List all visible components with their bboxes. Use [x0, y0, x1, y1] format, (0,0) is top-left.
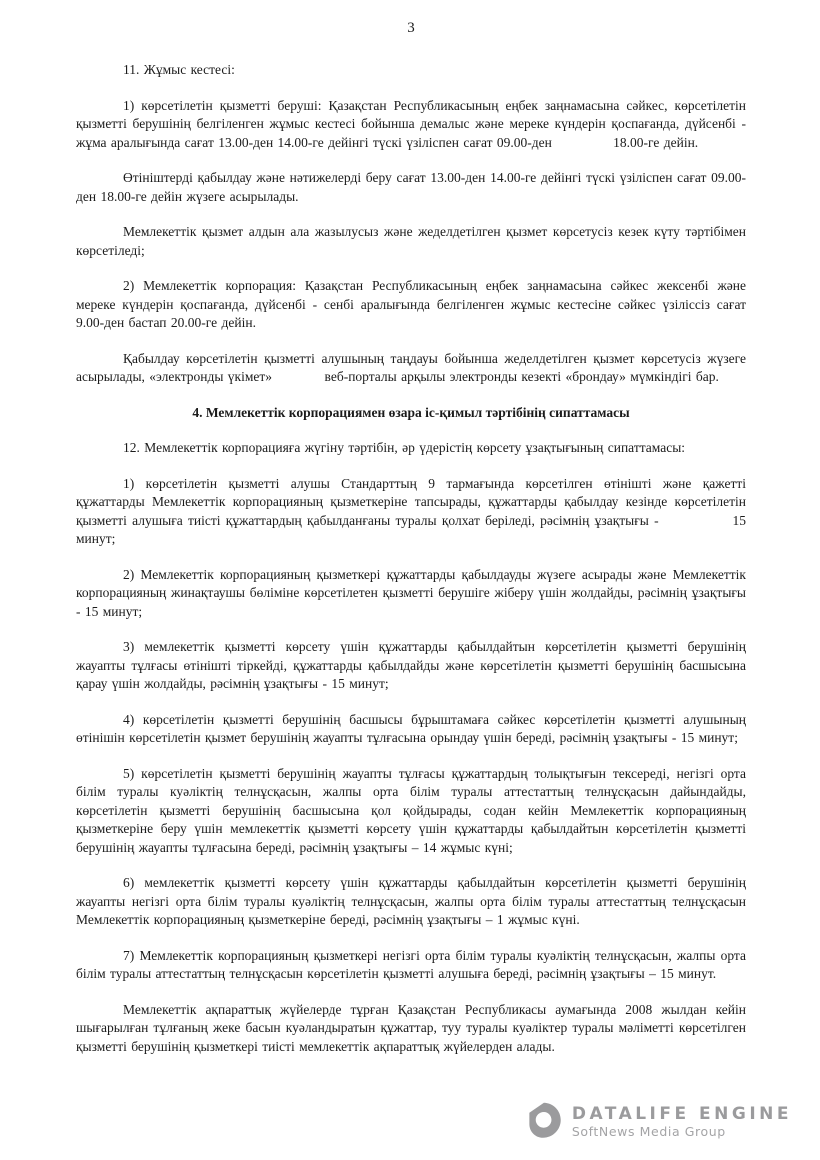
paragraph-step-3: 3) мемлекеттік қызметті көрсету үшін құжаттарды қабылдайтын көрсетілетін қызметті берушінің жауапты тұлғасы өтінішті тіркейді, құжаттарды қабылдайды және көрсетілетін қызметті берушінің басшысына қарау үшін жолдайды, рәсімнің ұзақтығы - 15 минут; [76, 639, 746, 691]
watermark-text [572, 1106, 792, 1139]
paragraph-step-4: 4) көрсетілетін қызметті берушінің басшысы бұрыштамаға сәйкес көрсетілетін қызметті алушының өтінішін көрсетілетін қызмет берушінің жауапты тұлғасына орындау үшін береді, рәсімнің ұзақтығы - 15 минут; [76, 711, 746, 745]
paragraph-queue-order: Мемлекеттік қызмет алдын ала жазылусыз және жеделдетілген қызмет көрсетусіз кезек күту тәртібімен көрсетіледі; [76, 224, 746, 258]
paragraph-application-hours: Өтініштерді қабылдау және нәтижелерді беру сағат 13.00-ден 14.00-ге дейінгі түскі үзіліспен сағат 09.00-ден 18.00-ге дейін жүзеге асырылады. [76, 170, 746, 204]
paragraph-step-2: 2) Мемлекеттік корпорацияның қызметкері құжаттарды қабылдауды жүзеге асырады және Мемлекеттік корпорацияның жинақтаушы бөліміне көрсетілетен қызметті берушіге жіберу үшін жолдайды, рәсімнің ұзақтығы - 15 минут; [76, 566, 746, 619]
paragraph-item-12-intro: 12. Мемлекеттік корпорацияға жүгіну тәртібін, әр үдерістің көрсету ұзақтығының сипаттамасы: [123, 440, 686, 455]
datalife-engine-logo-icon [523, 1099, 563, 1146]
paragraph-work-schedule: 11. Жұмыс кестесі: [123, 62, 235, 77]
paragraph-corporation-schedule: 2) Мемлекеттік корпорация: Қазақстан Республикасының еңбек заңнамасына сәйкес жексенбі және мереке күндерін қоспағанда, дүйсенбі - сенбі аралығында белгіленген жұмыс кестесіне сәйкес үзіліссіз сағат 9.00-ден бастап 20.00-ге дейін. [76, 278, 746, 330]
watermark-subtitle-label: SoftNews Media Group [571, 1124, 726, 1140]
paragraph-step-7: 7) Мемлекеттік корпорацияның қызметкері негізгі орта білім туралы куәліктің телнұсқасын, жалпы орта білім туралы аттестаттың телнұсқасын көрсетілетін қызметті алушыға береді, рәсімнің ұзақтығы – 15 минут. [76, 947, 746, 981]
section-heading: 4. Мемлекеттік корпорациямен өзара іс-қимыл тәртібінің сипаттамасы [192, 404, 630, 420]
paragraph-step-5: 5) көрсетілетін қызметті берушінің жауапты тұлғасы құжаттардың толықтығын тексереді, негізгі орта білім туралы куәліктің телнұсқасын, жалпы орта білім туралы аттестаттың телнұсқасын дайындайды, көрсетілетін қызметті берушінің басшысына қол қойдырады, содан кейін Мемлекеттік корпорацияның қызметкеріне беру үшін мемлекеттік қызметті көрсету үшін құжаттарды қабылдайтын көрсетілетін қызметті берушінің жауапты тұлғасына береді, рәсімнің ұзақтығы – 14 жұмыс күні; [76, 765, 746, 855]
paragraph-info-systems: Мемлекеттік ақпараттық жүйелерде тұрған Қазақстан Республикасы аумағында 2008 жылдан кейін шығарылған тұлғаның жеке басын куәландыратын құжаттар, туу туралы куәліктер туралы мәліметті көрсетілген қызметті берушінің қызметкері тиісті мемлекеттік ақпараттық жүйелерден алады. [76, 1001, 746, 1054]
watermark-brand-label: DATALIFE ENGINE [571, 1104, 792, 1125]
paragraph-step-1: 1) көрсетілетін қызметті алушы Стандарттың 9 тармағында көрсетілген өтінішті және қажетті құжаттарды Мемлекеттік корпорацияның қызметкеріне тапсырады, құжаттарды қабылдау кезінде көрсетілетін қызметті алушыға тиісті құжаттардың қабылданғаны туралы қолхат беріледі, рәсімнің ұзақтығы - 15 минут; [76, 475, 746, 546]
paragraph-provider-schedule: 1) көрсетілетін қызметті беруші: Қазақстан Республикасының еңбек заңнамасына сәйкес, көрсетілетін қызметті берушінің белгіленген жұмыс кестесі бойынша демалыс және мереке күндерін қоспағанда, дүйсенбі - жұма аралығында сағат 13.00-ден 14.00-ге дейінгі түскі үзіліспен сағат 09.00-ден 18.00-ге дейін. [76, 97, 746, 150]
datalife-engine-watermark [523, 1099, 792, 1146]
paragraph-egov-booking: Қабылдау көрсетілетін қызметті алушының таңдауы бойынша жеделдетілген қызмет көрсетусіз жүзеге асырылады, «электронды үкімет» веб-порталы арқылы электронды кезекті «брондау» мүмкіндігі бар. [76, 350, 746, 384]
paragraph-step-6: 6) мемлекеттік қызметті көрсету үшін құжаттарды қабылдайтын көрсетілетін қызметті берушінің жауапты негізгі орта білім туралы куәліктің телнұсқасын, жалпы орта білім туралы аттестаттың телнұсқасын Мемлекеттік корпорацияның қызметкеріне береді, рәсімнің ұзақтығы – 1 жұмыс күні. [76, 875, 746, 927]
page-number: 3 [407, 20, 415, 36]
